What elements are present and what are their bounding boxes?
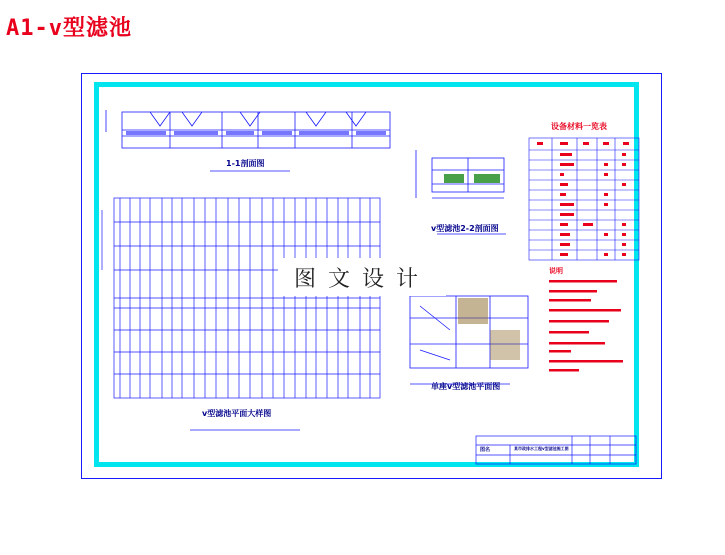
notes-text bbox=[549, 280, 623, 372]
titleblock-project: 某市政排水工程v型滤池施工图 bbox=[514, 446, 569, 451]
section-2-2-drawing bbox=[416, 150, 506, 234]
page-title: A1-v型滤池 bbox=[6, 16, 132, 41]
plan-large-drawing bbox=[102, 198, 380, 430]
plan-large-label: v型滤池平面大样图 bbox=[202, 409, 272, 418]
titleblock-label: 图名 bbox=[480, 447, 491, 453]
plan-single-label: 单座v型滤池平面图 bbox=[431, 382, 501, 391]
materials-table bbox=[529, 138, 639, 260]
notes-title: 说明 bbox=[549, 267, 563, 275]
section-2-2-label: v型滤池2-2剖面图 bbox=[431, 224, 499, 233]
materials-table-title: 设备材料一览表 bbox=[551, 122, 607, 131]
section-1-1-media bbox=[126, 131, 386, 135]
watermark: 图文设计 bbox=[278, 258, 446, 296]
section-1-1-label: 1-1剖面图 bbox=[226, 159, 265, 168]
